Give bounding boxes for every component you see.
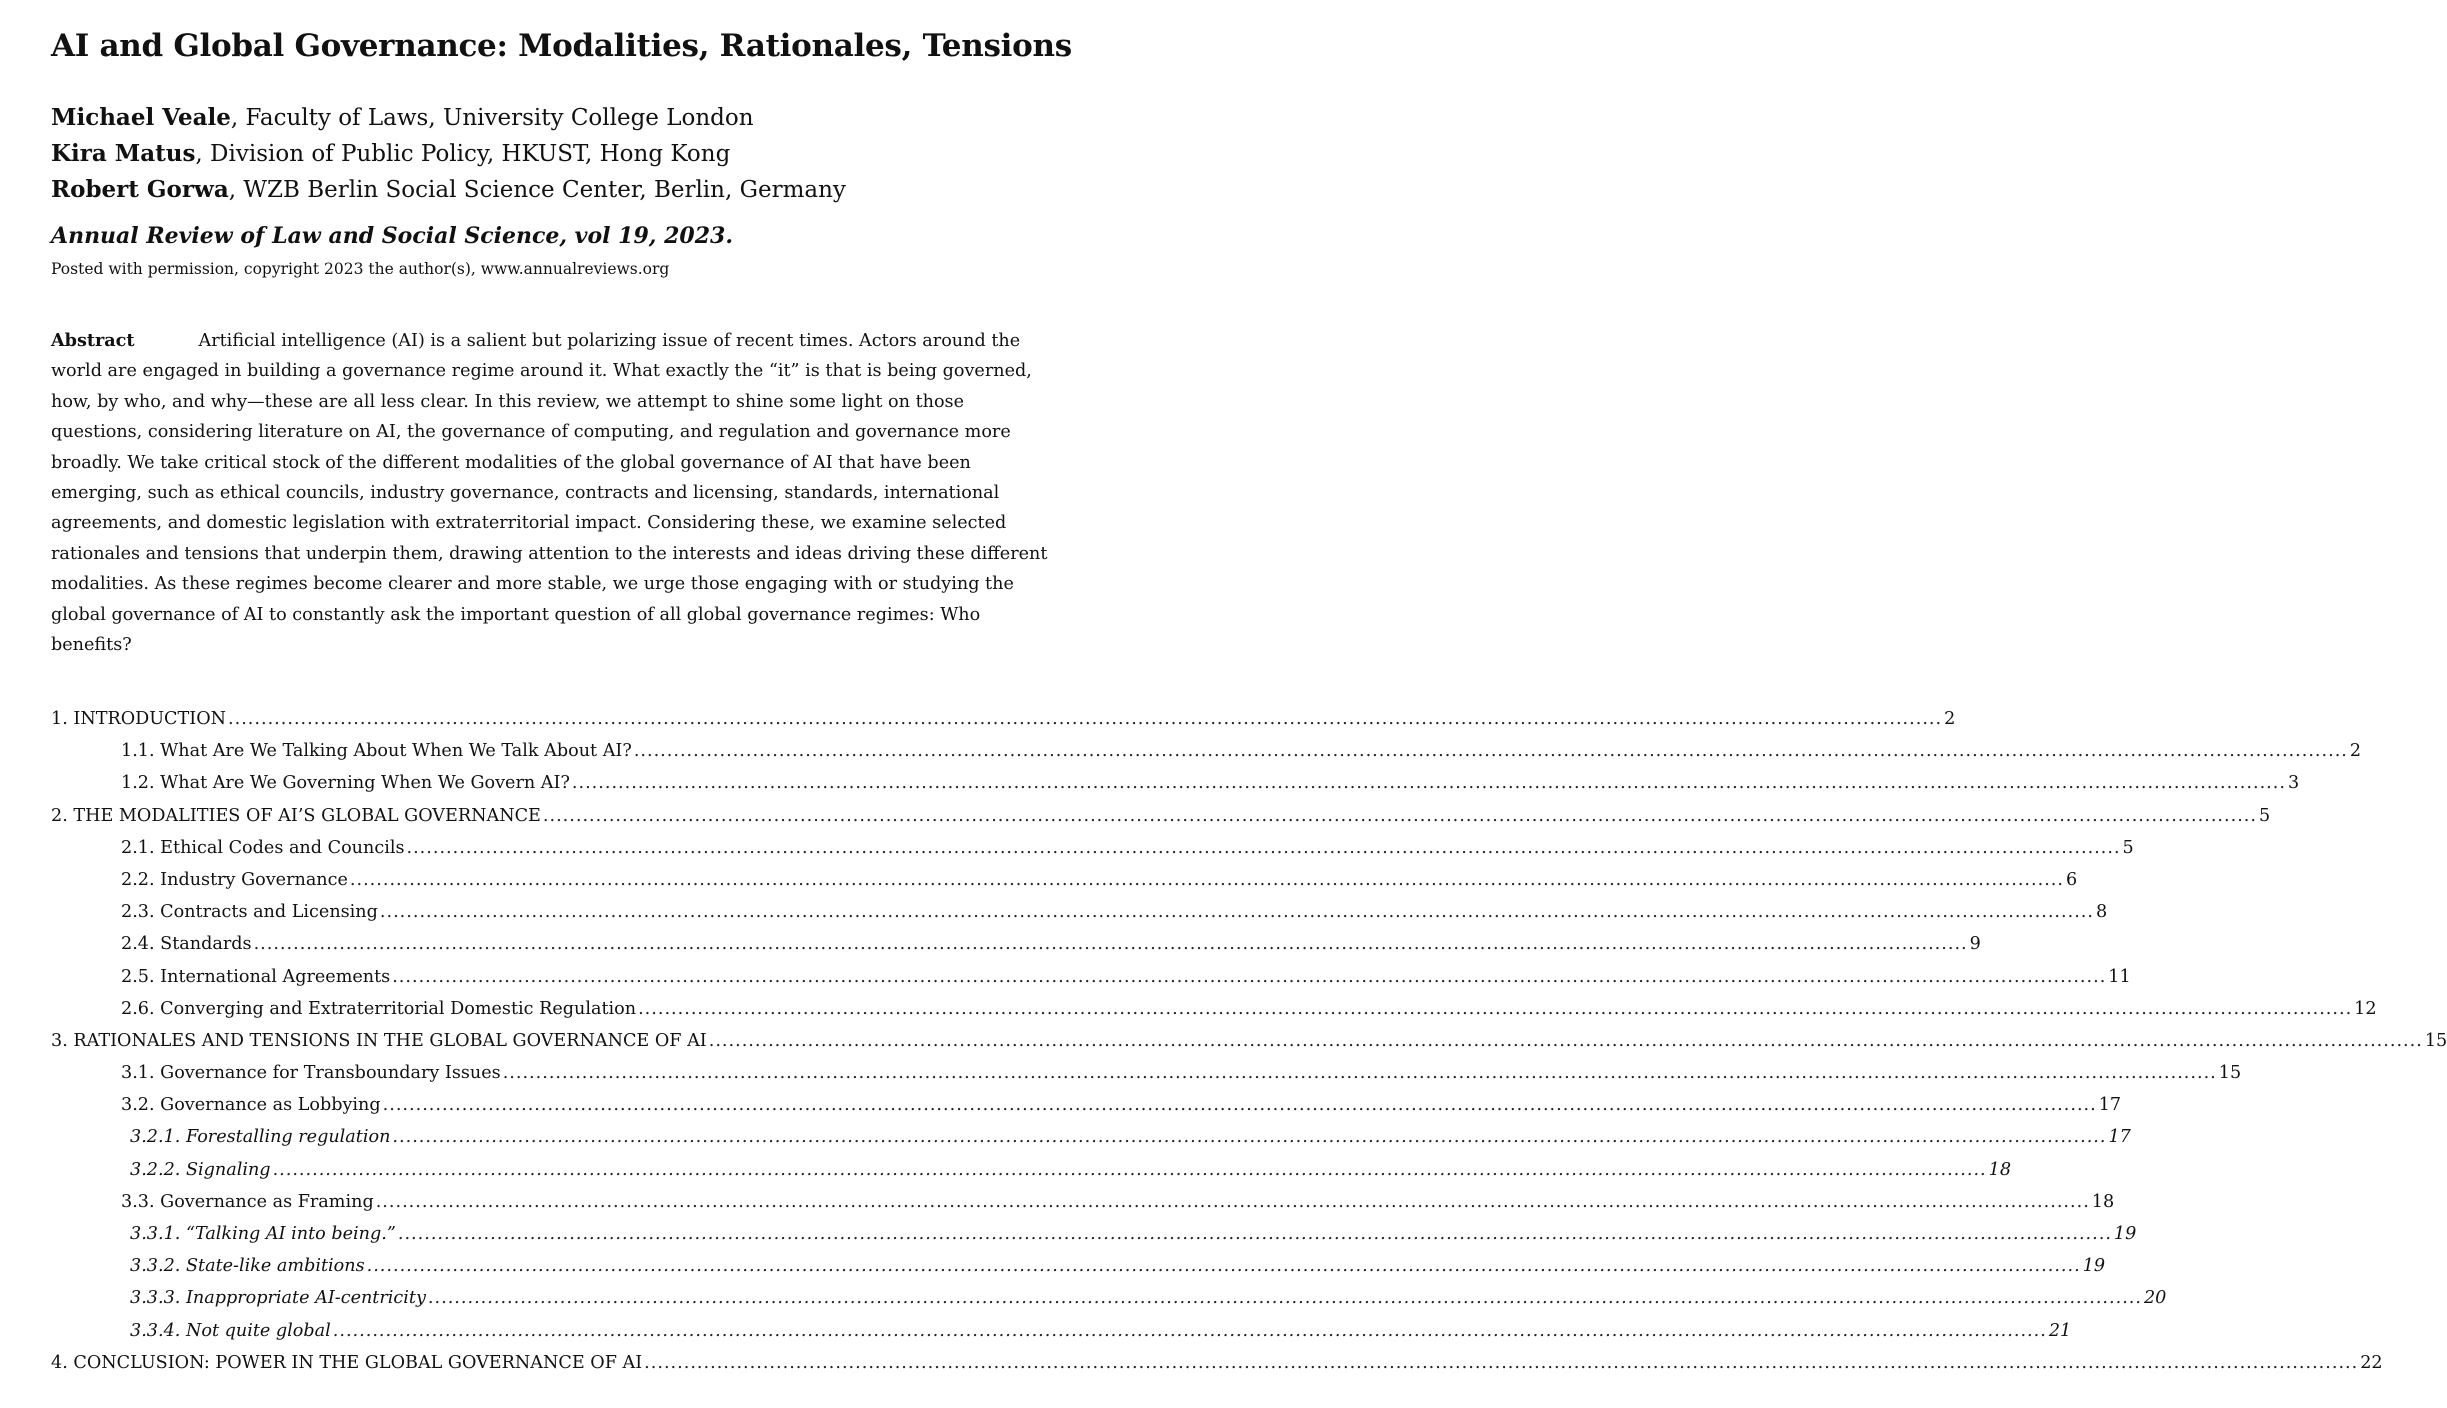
toc-entry-page-number: 5 xyxy=(2122,837,2134,858)
toc-entry[interactable] xyxy=(51,800,2271,832)
toc-dot-leader: .................................................................................................................................................................................................................................................................... xyxy=(392,966,2107,987)
author-affiliation: , Faculty of Laws, University College London xyxy=(230,105,754,131)
toc-entry-label: 1. INTRODUCTION xyxy=(51,709,227,729)
toc-entry[interactable] xyxy=(51,1057,2242,1089)
toc-dot-leader: .................................................................................................................................................................................................................................................................... xyxy=(253,934,1968,955)
toc-entry-page-number: 9 xyxy=(1969,934,1981,955)
toc-entry-label: 2.3. Contracts and Licensing xyxy=(121,902,378,923)
toc-dot-leader: .................................................................................................................................................................................................................................................................... xyxy=(406,837,2121,858)
toc-entry[interactable] xyxy=(51,1282,2167,1314)
toc-entry-page-number: 8 xyxy=(2095,902,2108,923)
toc-dot-leader: .................................................................................................................................................................................................................................................................... xyxy=(332,1320,2047,1341)
toc-entry-page-number: 2 xyxy=(2349,741,2362,762)
toc-entry-label: 3.3. Governance as Framing xyxy=(121,1191,374,1212)
abstract xyxy=(51,326,1049,660)
toc-entry-page-number: 6 xyxy=(2065,869,2078,890)
toc-entry-page-number: 5 xyxy=(2258,805,2271,826)
toc-dot-leader: .................................................................................................................................................................................................................................................................... xyxy=(542,805,2257,826)
toc-entry-page-number: 18 xyxy=(1988,1159,2012,1180)
author-affiliation: , WZB Berlin Social Science Center, Berlin, Germany xyxy=(228,177,846,203)
toc-entry-label: 2. THE MODALITIES OF AI’S GLOBAL GOVERNANCE xyxy=(51,805,541,826)
abstract-label: Abstract xyxy=(51,330,135,351)
toc-dot-leader: .................................................................................................................................................................................................................................................................... xyxy=(708,1030,2423,1051)
toc-entry[interactable] xyxy=(51,1315,2072,1347)
toc-dot-leader: .................................................................................................................................................................................................................................................................... xyxy=(382,1095,2097,1116)
toc-entry[interactable] xyxy=(51,1121,2131,1153)
toc-entry-label: 2.6. Converging and Extraterritorial Domestic Regulation xyxy=(121,998,637,1019)
author-line xyxy=(51,100,846,136)
toc-entry-page-number: 19 xyxy=(2113,1224,2137,1244)
toc-entry-label: 1.2. What Are We Governing When We Govern AI? xyxy=(121,773,570,794)
toc-dot-leader: .................................................................................................................................................................................................................................................................... xyxy=(633,741,2348,762)
toc-dot-leader: .................................................................................................................................................................................................................................................................... xyxy=(502,1063,2217,1084)
toc-entry-label: 3. RATIONALES AND TENSIONS IN THE GLOBAL GOVERNANCE OF AI xyxy=(51,1030,707,1051)
table-of-contents xyxy=(51,703,2447,1379)
toc-entry-page-number: 3 xyxy=(2287,773,2300,794)
toc-entry[interactable] xyxy=(51,703,1956,735)
toc-dot-leader: .................................................................................................................................................................................................................................................................... xyxy=(228,709,1943,729)
author-affiliation: , Division of Public Policy, HKUST, Hong Kong xyxy=(195,141,731,167)
toc-dot-leader: .................................................................................................................................................................................................................................................................... xyxy=(427,1288,2142,1309)
toc-entry-label: 3.3.2. State-like ambitions xyxy=(130,1256,365,1277)
toc-entry-label: 2.2. Industry Governance xyxy=(121,869,348,890)
author-list xyxy=(51,100,846,208)
toc-entry-page-number: 12 xyxy=(2354,998,2377,1019)
toc-entry[interactable] xyxy=(51,1218,2137,1250)
toc-entry-label: 2.5. International Agreements xyxy=(121,966,391,987)
toc-entry[interactable] xyxy=(51,1347,2383,1379)
toc-entry-page-number: 19 xyxy=(2082,1256,2106,1277)
toc-entry[interactable] xyxy=(51,1186,2115,1218)
toc-entry-label: 2.1. Ethical Codes and Councils xyxy=(121,837,405,858)
author-name: Kira Matus xyxy=(51,140,196,167)
toc-dot-leader: .................................................................................................................................................................................................................................................................... xyxy=(644,1352,2359,1373)
toc-entry[interactable] xyxy=(51,832,2134,864)
toc-entry-label: 3.2.1. Forestalling regulation xyxy=(130,1127,391,1148)
toc-entry[interactable] xyxy=(51,993,2377,1025)
toc-dot-leader: .................................................................................................................................................................................................................................................................... xyxy=(272,1159,1987,1180)
toc-entry-page-number: 21 xyxy=(2048,1320,2072,1341)
toc-entry-label: 3.3.1. “Talking AI into being.” xyxy=(130,1224,396,1244)
toc-dot-leader: .................................................................................................................................................................................................................................................................... xyxy=(392,1127,2107,1148)
permission-notice: Posted with permission, copyright 2023 the author(s), www.annualreviews.org xyxy=(51,260,670,278)
author-line xyxy=(51,136,846,172)
toc-dot-leader: .................................................................................................................................................................................................................................................................... xyxy=(397,1224,2112,1244)
toc-entry[interactable] xyxy=(51,1089,2122,1121)
toc-entry-page-number: 20 xyxy=(2143,1288,2167,1309)
toc-entry[interactable] xyxy=(51,1250,2106,1282)
toc-dot-leader: .................................................................................................................................................................................................................................................................... xyxy=(349,869,2064,890)
toc-entry[interactable] xyxy=(51,1154,2012,1186)
toc-entry-label: 3.3.3. Inappropriate AI-centricity xyxy=(130,1288,426,1309)
toc-dot-leader: .................................................................................................................................................................................................................................................................... xyxy=(571,773,2286,794)
toc-entry[interactable] xyxy=(51,864,2078,896)
toc-entry-page-number: 17 xyxy=(2098,1095,2122,1116)
toc-entry[interactable] xyxy=(51,961,2131,993)
toc-entry-label: 1.1. What Are We Talking About When We Talk About AI? xyxy=(121,741,632,762)
toc-dot-leader: .................................................................................................................................................................................................................................................................... xyxy=(379,902,2094,923)
toc-entry-page-number: 18 xyxy=(2091,1191,2115,1212)
author-name: Robert Gorwa xyxy=(51,176,229,203)
toc-entry-label: 3.2.2. Signaling xyxy=(130,1159,271,1180)
toc-entry-page-number: 15 xyxy=(2218,1063,2242,1084)
journal-citation: Annual Review of Law and Social Science, vol 19, 2023. xyxy=(51,223,733,249)
toc-entry-page-number: 22 xyxy=(2360,1352,2383,1373)
toc-entry-label: 3.1. Governance for Transboundary Issues xyxy=(121,1063,501,1084)
toc-entry[interactable] xyxy=(51,1025,2447,1057)
toc-entry-page-number: 17 xyxy=(2108,1127,2131,1148)
toc-entry-label: 3.3.4. Not quite global xyxy=(130,1320,331,1341)
toc-entry-page-number: 2 xyxy=(1944,709,1956,729)
toc-entry[interactable] xyxy=(51,767,2300,799)
toc-entry[interactable] xyxy=(51,896,2108,928)
paper-title: AI and Global Governance: Modalities, Rationales, Tensions xyxy=(51,28,1072,64)
toc-entry-label: 3.2. Governance as Lobbying xyxy=(121,1095,381,1116)
author-line xyxy=(51,172,846,208)
author-name: Michael Veale xyxy=(51,104,231,131)
toc-entry[interactable] xyxy=(51,735,2362,767)
toc-dot-leader: .................................................................................................................................................................................................................................................................... xyxy=(638,998,2353,1019)
toc-dot-leader: .................................................................................................................................................................................................................................................................... xyxy=(366,1256,2081,1277)
toc-entry[interactable] xyxy=(51,928,1981,960)
toc-entry-label: 2.4. Standards xyxy=(121,934,252,955)
toc-entry-page-number: 15 xyxy=(2424,1030,2447,1051)
abstract-text: Artificial intelligence (AI) is a salient but polarizing issue of recent times. Actors around the world are engaged in building a governance regime around it. What exactly the “it” is that is being governed, how, by who, and why—these are all less clear. In this review, we attempt to shine some light on those questions, considering literature on AI, the governance of computing, and regulation and governance more broadly. We take critical stock of the different modalities of the global governance of AI that have been emerging, such as ethical councils, industry governance, contracts and licensing, standards, international agreements, and domestic legislation with extraterritorial impact. Considering these, we examine selected rationales and tensions that underpin them, drawing attention to the interests and ideas driving these different modalities. As these regimes become clearer and more stable, we urge those engaging with or studying the global governance of AI to constantly ask the important question of all global governance regimes: Who benefits? xyxy=(51,331,1048,656)
toc-dot-leader: .................................................................................................................................................................................................................................................................... xyxy=(375,1191,2090,1212)
toc-entry-page-number: 11 xyxy=(2108,966,2131,987)
toc-entry-label: 4. CONCLUSION: POWER IN THE GLOBAL GOVERNANCE OF AI xyxy=(51,1352,643,1373)
